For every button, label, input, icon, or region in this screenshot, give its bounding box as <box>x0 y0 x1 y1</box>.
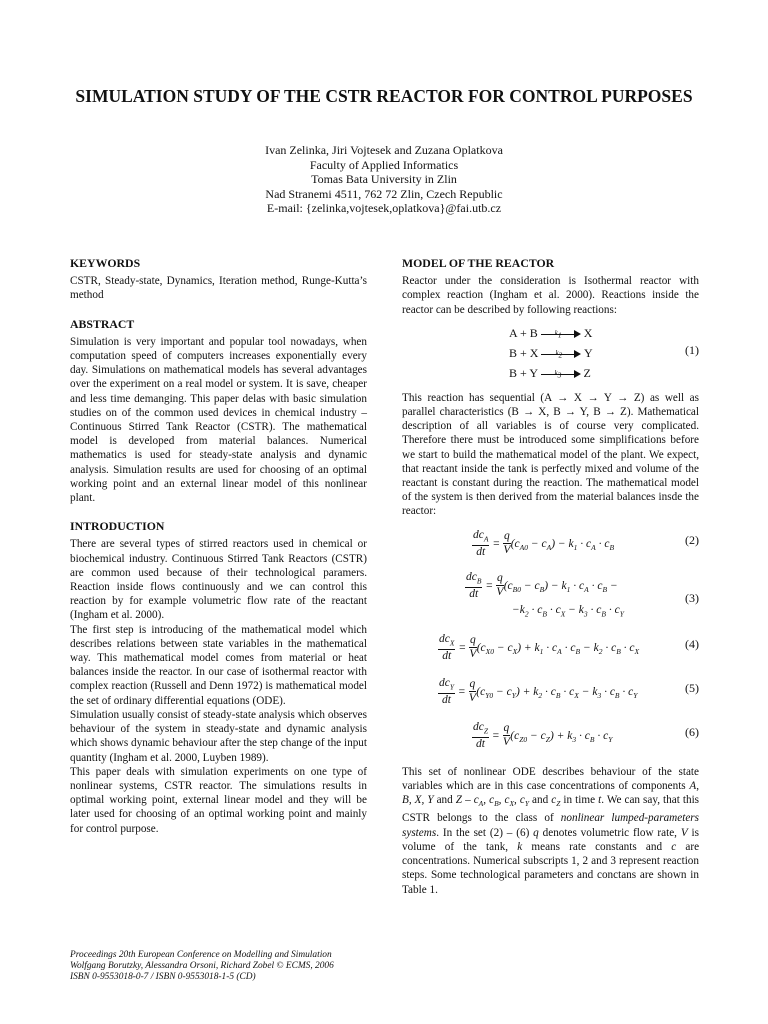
introduction-heading: INTRODUCTION <box>70 519 165 534</box>
right-column <box>402 256 699 897</box>
model-paragraph-3: This set of nonlinear ODE describes behaviour of the state variables which are in this case concentrations of components A, B, X, Y and Z – $c_A$, $c_B$, $c_X$, $c_Y$ and $c_Z$ in time t. We can say, that this CSTR belongs to the class of nonlinear lumped-parameters systems. In the set (2) – (6) q denotes volumetric flow rate, V is volume of the tank, k means rate constants and c are concentrations. Numerical subscripts 1, 2 and 3 represent reaction steps. Some technological parameters and conctans are shown in Table 1. <box>402 765 700 896</box>
model-paragraph-2: This reaction has sequential (A → X → Y → Z) as well as parallel characteristics (B → X, B → Y, B → Z). Mathematical description of all variables is of course very complicated. Therefore there must be introduced some simplifications before we start to build the mathematical model of the plant. We expect, that reactant inside the tank is perfectly mixed and volume of the reactant is constant during the reaction. The mathematical model of the system is then derived from the material balances insde the reactor: <box>402 391 699 518</box>
author-block <box>160 143 608 216</box>
equation-number-4: (4) <box>685 636 699 651</box>
reaction-1: A + B $k_1$ X <box>509 325 593 340</box>
proceedings-footer <box>70 950 390 983</box>
reaction-2: B + X $k_2$ Y <box>509 345 593 360</box>
keywords-text: CSTR, Steady-state, Dynamics, Iteration method, Runge-Kutta’s method <box>70 275 367 302</box>
author-names: Ivan Zelinka, Jiri Vojtesek and Zuzana Oplatkova <box>265 143 503 157</box>
footer-line-3: ISBN 0-9553018-0-7 / ISBN 0-9553018-1-5 (CD) <box>70 972 256 982</box>
intro-paragraph-1: There are several types of stirred reactors used in chemical or biochemical industry. Continuous Stirred Tank Reactors (CSTR) are common used because of their technological paramers. Reaction inside flows continuously and we can control this reaction by for example volumetric flow rate of the reactant (Ingham et al. 2000). <box>70 538 367 622</box>
equation-number-5: (5) <box>685 680 699 695</box>
keywords-heading: KEYWORDS <box>70 256 141 270</box>
equation-3: $\frac{dc_B}{dt}$ = $\frac{q}{V}$ $(c_{B0} - c_B) - k_1 \cdot c_A \cdot c_B$ − $-k_2 \cdot c_B \cdot c_X - k_3 \cdot c_B \cdot c_Y$ (3) <box>466 570 699 618</box>
footer-line-2: Wolfgang Borutzky, Alessandra Orsoni, Richard Zobel © ECMS, 2006 <box>70 961 334 971</box>
reaction-arrow-icon: $k_1$ <box>541 329 581 339</box>
abstract-text: Simulation is very important and popular tool nowadays, when computation speed of computers increases exponentially every day. Simulations on mathematical models has several advantages over the experiment on a real model or system. It is save, cheaper and less time demanging. This paper delas with basic simulation studies on of the common used devices in chemical industry – Continuous Stirred Tank Reactor (CSTR). The mathematical model is developed from material balances. Numerical mathematics is used for steady-state analysis and dynamic analysis. Simulation results are used for choosing of an optimal working point and an external linear model of this nonlinear plant. <box>70 335 367 505</box>
footer-line-1: Proceedings 20th European Conference on Modelling and Simulation <box>70 950 332 960</box>
reaction-3: B + Y $k_3$ Z <box>509 365 591 380</box>
reaction-arrow-icon: $k_2$ <box>541 349 581 359</box>
equation-number-2: (2) <box>685 532 699 547</box>
abstract-heading: ABSTRACT <box>70 316 135 331</box>
author-email: E-mail: {zelinka,vojtesek,oplatkova}@fai.utb.cz <box>266 201 502 216</box>
author-university: Tomas Bata University in Zlin <box>311 172 457 187</box>
model-paragraph-1: Reactor under the consideration is Isothermal reactor with complex reaction (Ingham et al. 2000). Reactions inside the reactor can be described by following reactions: <box>402 275 699 316</box>
author-faculty: Faculty of Applied Informatics <box>309 157 459 172</box>
model-heading: MODEL OF THE REACTOR <box>402 256 555 270</box>
equation-2: $\frac{dc_A}{dt}$ = $\frac{q}{V}$ $(c_{A0} - c_A) - k_1 \cdot c_A \cdot c_B$ (2) <box>473 528 699 558</box>
paper-title: SIMULATION STUDY OF THE CSTR REACTOR FOR CONTROL PURPOSES <box>75 86 693 106</box>
intro-paragraph-3: Simulation usually consist of steady-state analysis which observes behaviour of the system in steady-state and dynamic analysis which shows dynamic behaviour after the step change of the input quantity (Ingham et al. 2000, Luyben 1989). <box>70 708 367 764</box>
author-address: Nad Stranemi 4511, 762 72 Zlin, Czech Republic <box>265 186 503 201</box>
equation-5: $\frac{dc_Y}{dt}$ = $\frac{q}{V}$ $(c_{Y0} - c_Y) + k_2 \cdot c_B \cdot c_X - k_3 \cdot c_B \cdot c_Y$ (5) <box>439 676 699 706</box>
reaction-scheme <box>402 323 699 385</box>
intro-paragraph-2: The first step is introducing of the mathematical model which describes relations between state variables in the mathematical way. This mathematical model comes from material or heat balances inside the reactor. In our case of isothermal reactor with complex reaction (Russell and Denn 1972) is mathematical model the set of ordinary differential equations (ODE). <box>70 623 367 707</box>
equation-number-6: (6) <box>685 724 699 739</box>
left-column <box>70 256 367 836</box>
equation-number-3: (3) <box>685 590 699 605</box>
intro-paragraph-4: This paper deals with simulation experiments on one type of nonlinear systems, CSTR reactor. The simulations results in optimal working point, external linear model and they will be later used for choosing of an optimal working point and mainly for control purpose. <box>70 765 367 835</box>
reaction-arrow-icon: $k_3$ <box>541 369 581 379</box>
equation-6: $\frac{dc_Z}{dt}$ = $\frac{q}{V}$ $(c_{Z0} - c_Z) + k_3 \cdot c_B \cdot c_Y$ (6) <box>473 720 699 750</box>
equation-4: $\frac{dc_X}{dt}$ = $\frac{q}{V}$ $(c_{X0} - c_X) + k_1 \cdot c_A \cdot c_B - k_2 \cdot c_B \cdot c_X$ (4) <box>439 632 699 662</box>
equation-number-1: (1) <box>685 342 699 357</box>
